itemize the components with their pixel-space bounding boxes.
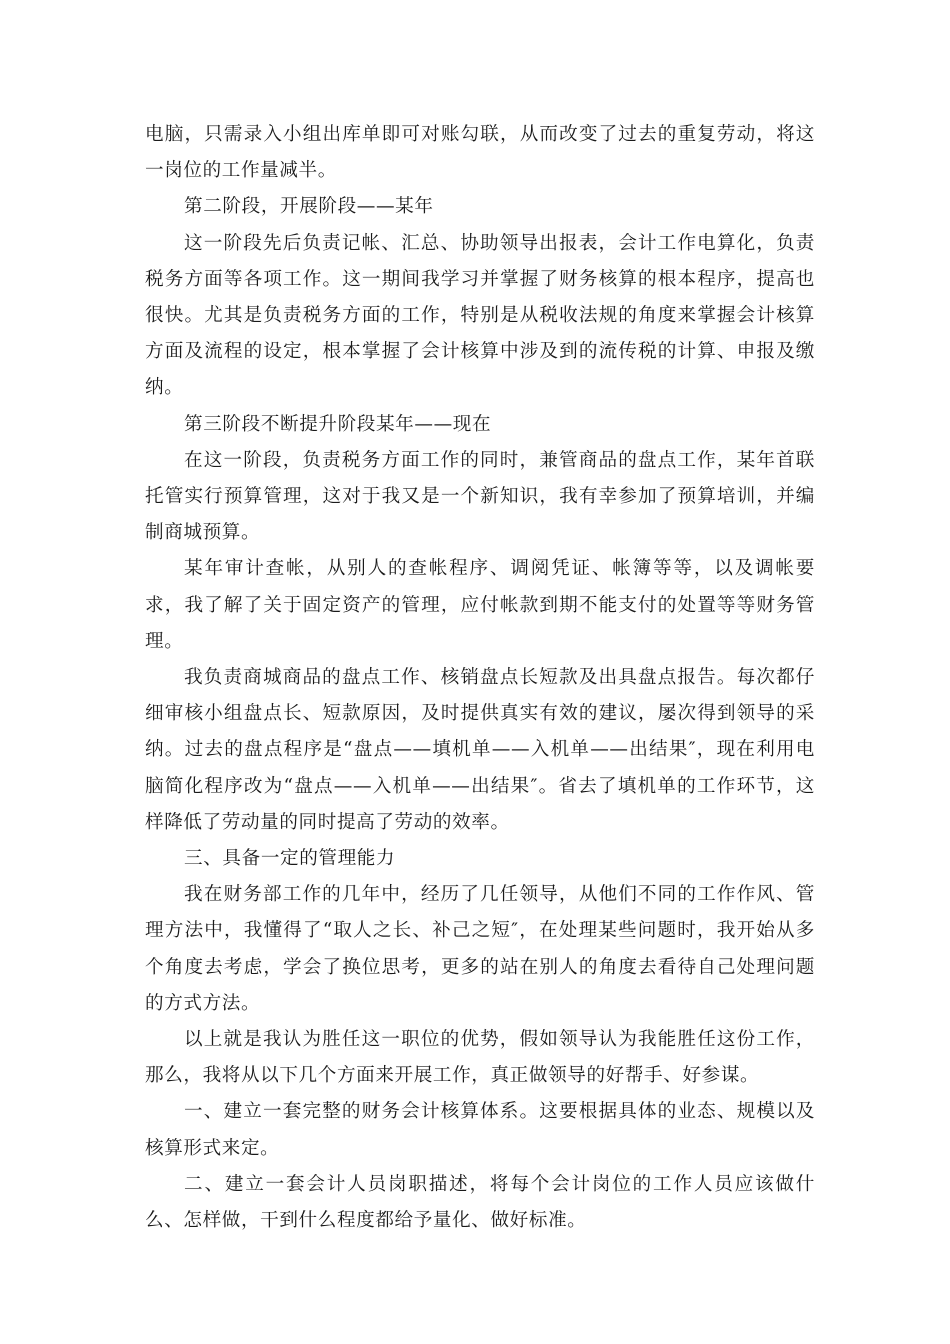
paragraph-stage-two-body: 这一阶段先后负责记帐、汇总、协助领导出报表，会计工作电算化，负责税务方面等各项工作。这一期间我学习并掌握了财务核算的根本程序，提高也很快。尤其是负责税务方面的工作，特别是从税收法规的角度来掌握会计核算方面及流程的设定，根本掌握了会计核算中涉及到的流传税的计算、申报及缴纳。 [145, 232, 815, 399]
paragraph-plan-two: 二、建立一套会计人员岗职描述，将每个会计岗位的工作人员应该做什么、怎样做，干到什么程度都给予量化、做好标准。 [145, 1173, 815, 1232]
paragraph-section-three-heading: 三、具备一定的管理能力 [184, 848, 396, 870]
paragraph-management: 我在财务部工作的几年中，经历了几任领导，从他们不同的工作作风、管理方法中，我懂得了“取人之长、补己之短″，在处理某些问题时，我开始从多个角度去考虑，学会了换位思考，更多的站在别人的角度去看待自己处理问题的方式方法。 [145, 884, 815, 1014]
paragraph-summary: 以上就是我认为胜任这一职位的优势，假如领导认为我能胜任这份工作，那么，我将从以下几个方面来开展工作，真正做领导的好帮手、好参谋。 [145, 1029, 815, 1087]
paragraph-stage-three-body: 在这一阶段，负责税务方面工作的同时，兼管商品的盘点工作，某年首联托管实行预算管理，这对于我又是一个新知识，我有幸参加了预算培训，并编制商城预算。 [145, 449, 815, 544]
paragraph-continuation: 电脑，只需录入小组出库单即可对账勾联，从而改变了过去的重复劳动，将这一岗位的工作量减半。 [145, 124, 815, 182]
paragraph-inventory: 我负责商城商品的盘点工作、核销盘点长短款及出具盘点报告。每次都仔细审核小组盘点长、短款原因，及时提供真实有效的建议，屡次得到领导的采纳。过去的盘点程序是“盘点——填机单——入机单——出结果″，现在利用电脑简化程序改为“盘点——入机单——出结果″。省去了填机单的工作环节，这样降低了劳动量的同时提高了劳动的效率。 [145, 667, 815, 833]
document-page [145, 117, 815, 1239]
paragraph-stage-two-heading: 第二阶段，开展阶段——某年 [184, 196, 434, 218]
paragraph-stage-three-heading: 第三阶段不断提升阶段某年——现在 [184, 413, 492, 435]
paragraph-audit: 某年审计查帐，从别人的查帐程序、调阅凭证、帐簿等等，以及调帐要求，我了解了关于固定资产的管理，应付帐款到期不能支付的处置等等财务管理。 [145, 558, 815, 652]
paragraph-plan-one: 一、建立一套完整的财务会计核算体系。这要根据具体的业态、规模以及核算形式来定。 [145, 1101, 815, 1159]
